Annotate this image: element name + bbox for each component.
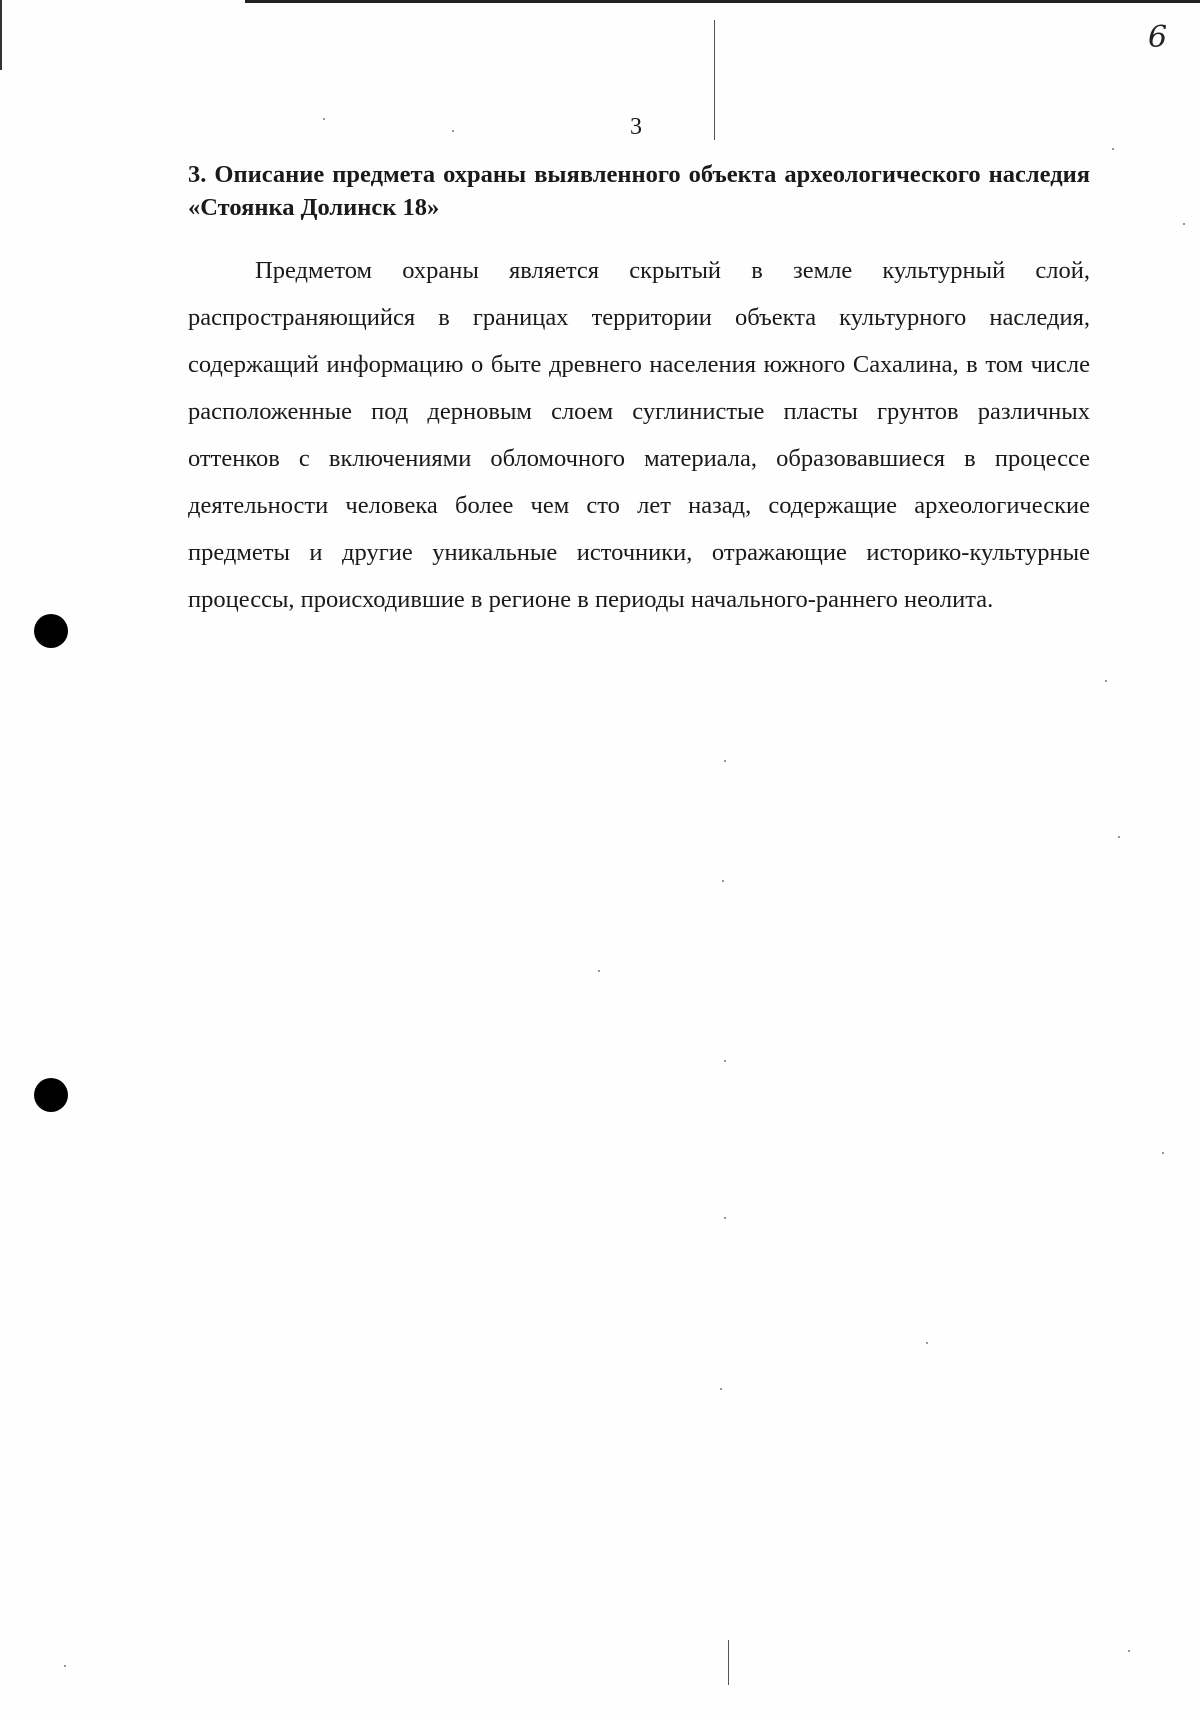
- scan-edge-left: [0, 0, 2, 70]
- scan-speck: [1183, 223, 1185, 225]
- scan-speck: [1112, 148, 1114, 150]
- fold-line-bottom: [728, 1640, 729, 1685]
- fold-line: [714, 20, 715, 140]
- scan-speck: [724, 760, 726, 762]
- archive-sheet-number: 6: [1148, 20, 1168, 55]
- section-paragraph: Предметом охраны является скрытый в земле культурный слой, распространяющийся в границах территории объекта культурного наследия, содержащий информацию о быте древнего населения южного Сахалина, в том числе расположенные под дерновым слоем суглинистые пласты грунтов различных оттенков с включениями обломочного материала, образовавшиеся в процессе деятельности человека более чем сто лет назад, содержащие археологические предметы и другие уникальные источники, отражающие историко-культурные процессы, происходившие в регионе в периоды начального-раннего неолита.: [188, 257, 1090, 613]
- punch-hole: [34, 614, 68, 648]
- scan-speck: [1162, 1152, 1164, 1154]
- scan-speck: [1105, 680, 1107, 682]
- scan-speck: [722, 880, 724, 882]
- section-heading: 3. Описание предмета охраны выявленного объекта археологического наследия «Стоянка Долинск 18»: [188, 161, 1090, 221]
- scan-speck: [323, 118, 325, 120]
- scan-speck: [598, 970, 600, 972]
- page-number: 3: [630, 114, 642, 140]
- scan-speck: [64, 1665, 66, 1667]
- punch-hole: [34, 1078, 68, 1112]
- scan-speck: [724, 1217, 726, 1219]
- scan-edge-top: [245, 0, 1200, 3]
- scan-speck: [1118, 836, 1120, 838]
- scan-speck: [1128, 1650, 1130, 1652]
- scan-speck: [720, 1388, 722, 1390]
- scan-speck: [926, 1342, 928, 1344]
- scan-speck: [452, 130, 454, 132]
- scan-speck: [724, 1060, 726, 1062]
